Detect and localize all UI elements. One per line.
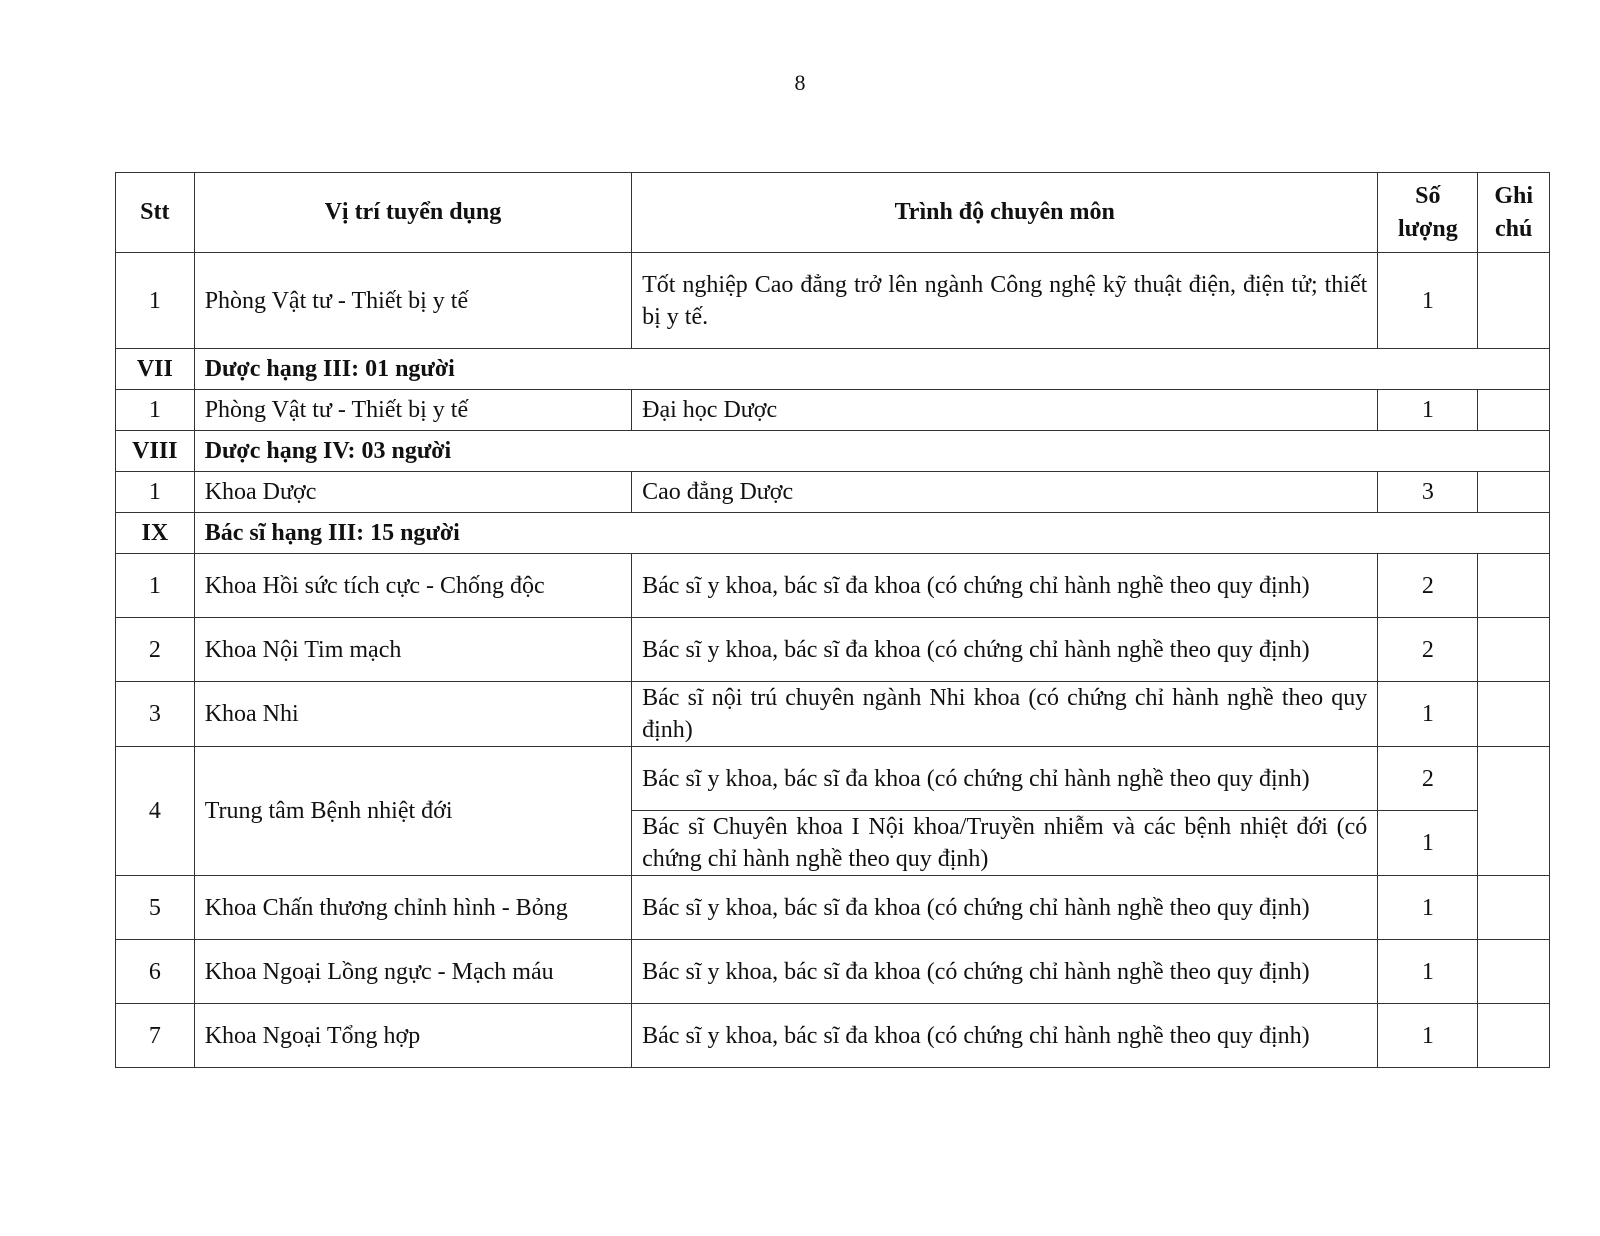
row-position: Trung tâm Bệnh nhiệt đới [194, 747, 631, 876]
row-note [1478, 747, 1550, 876]
row-stt: 2 [116, 618, 195, 682]
row-stt: 3 [116, 682, 195, 747]
row-position: Phòng Vật tư - Thiết bị y tế [194, 390, 631, 431]
header-position: Vị trí tuyển dụng [194, 173, 631, 253]
row-note [1478, 390, 1550, 431]
row-qualification: Bác sĩ Chuyên khoa I Nội khoa/Truyền nhiễm và các bệnh nhiệt đới (có chứng chỉ hành nghề theo quy định) [632, 811, 1378, 876]
row-position: Khoa Ngoại Lồng ngực - Mạch máu [194, 940, 631, 1004]
row-qualification: Đại học Dược [632, 390, 1378, 431]
recruitment-table [115, 172, 1550, 1068]
header-stt: Stt [116, 173, 195, 253]
row-stt: 6 [116, 940, 195, 1004]
table-row [116, 747, 1550, 811]
row-qualification: Bác sĩ nội trú chuyên ngành Nhi khoa (có chứng chỉ hành nghề theo quy định) [632, 682, 1378, 747]
row-stt: 7 [116, 1004, 195, 1068]
table-row [116, 554, 1550, 618]
row-position: Khoa Nội Tim mạch [194, 618, 631, 682]
row-stt: 4 [116, 747, 195, 876]
row-quantity: 2 [1378, 618, 1478, 682]
row-position: Phòng Vật tư - Thiết bị y tế [194, 253, 631, 349]
section-numeral: IX [116, 513, 195, 554]
row-stt: 1 [116, 472, 195, 513]
row-quantity: 2 [1378, 554, 1478, 618]
row-position: Khoa Hồi sức tích cực - Chống độc [194, 554, 631, 618]
table-row [116, 940, 1550, 1004]
row-quantity: 3 [1378, 472, 1478, 513]
row-qualification: Bác sĩ y khoa, bác sĩ đa khoa (có chứng chỉ hành nghề theo quy định) [632, 554, 1378, 618]
row-stt: 5 [116, 876, 195, 940]
row-quantity: 2 [1378, 747, 1478, 811]
table-row [116, 682, 1550, 747]
page-number: 8 [794, 70, 806, 95]
row-note [1478, 682, 1550, 747]
row-note [1478, 554, 1550, 618]
section-row [116, 431, 1550, 472]
row-stt: 1 [116, 390, 195, 431]
row-quantity: 1 [1378, 940, 1478, 1004]
row-note [1478, 472, 1550, 513]
row-note [1478, 876, 1550, 940]
row-quantity: 1 [1378, 253, 1478, 349]
row-quantity: 1 [1378, 390, 1478, 431]
table-row [116, 390, 1550, 431]
row-qualification: Bác sĩ y khoa, bác sĩ đa khoa (có chứng chỉ hành nghề theo quy định) [632, 747, 1378, 811]
row-position: Khoa Nhi [194, 682, 631, 747]
header-note: Ghi chú [1478, 173, 1550, 253]
row-qualification: Cao đẳng Dược [632, 472, 1378, 513]
section-title: Dược hạng IV: 03 người [194, 431, 1549, 472]
table-row [116, 1004, 1550, 1068]
row-stt: 1 [116, 253, 195, 349]
row-note [1478, 940, 1550, 1004]
section-row [116, 349, 1550, 390]
row-note [1478, 253, 1550, 349]
row-quantity: 1 [1378, 682, 1478, 747]
section-numeral: VIII [116, 431, 195, 472]
row-qualification: Bác sĩ y khoa, bác sĩ đa khoa (có chứng chỉ hành nghề theo quy định) [632, 618, 1378, 682]
row-quantity: 1 [1378, 876, 1478, 940]
row-position: Khoa Chấn thương chỉnh hình - Bỏng [194, 876, 631, 940]
table-row [116, 472, 1550, 513]
row-qualification: Bác sĩ y khoa, bác sĩ đa khoa (có chứng chỉ hành nghề theo quy định) [632, 940, 1378, 1004]
table-row [116, 618, 1550, 682]
row-quantity: 1 [1378, 1004, 1478, 1068]
header-qualification: Trình độ chuyên môn [632, 173, 1378, 253]
row-quantity: 1 [1378, 811, 1478, 876]
row-note [1478, 1004, 1550, 1068]
row-qualification: Bác sĩ y khoa, bác sĩ đa khoa (có chứng chỉ hành nghề theo quy định) [632, 876, 1378, 940]
row-qualification: Bác sĩ y khoa, bác sĩ đa khoa (có chứng chỉ hành nghề theo quy định) [632, 1004, 1378, 1068]
section-row [116, 513, 1550, 554]
table-row [116, 253, 1550, 349]
section-title: Bác sĩ hạng III: 15 người [194, 513, 1549, 554]
table-header-row [116, 173, 1550, 253]
table-row [116, 876, 1550, 940]
header-quantity: Số lượng [1378, 173, 1478, 253]
row-stt: 1 [116, 554, 195, 618]
row-note [1478, 618, 1550, 682]
section-title: Dược hạng III: 01 người [194, 349, 1549, 390]
section-numeral: VII [116, 349, 195, 390]
row-position: Khoa Ngoại Tổng hợp [194, 1004, 631, 1068]
row-qualification: Tốt nghiệp Cao đẳng trở lên ngành Công nghệ kỹ thuật điện, điện tử; thiết bị y tế. [632, 253, 1378, 349]
row-position: Khoa Dược [194, 472, 631, 513]
